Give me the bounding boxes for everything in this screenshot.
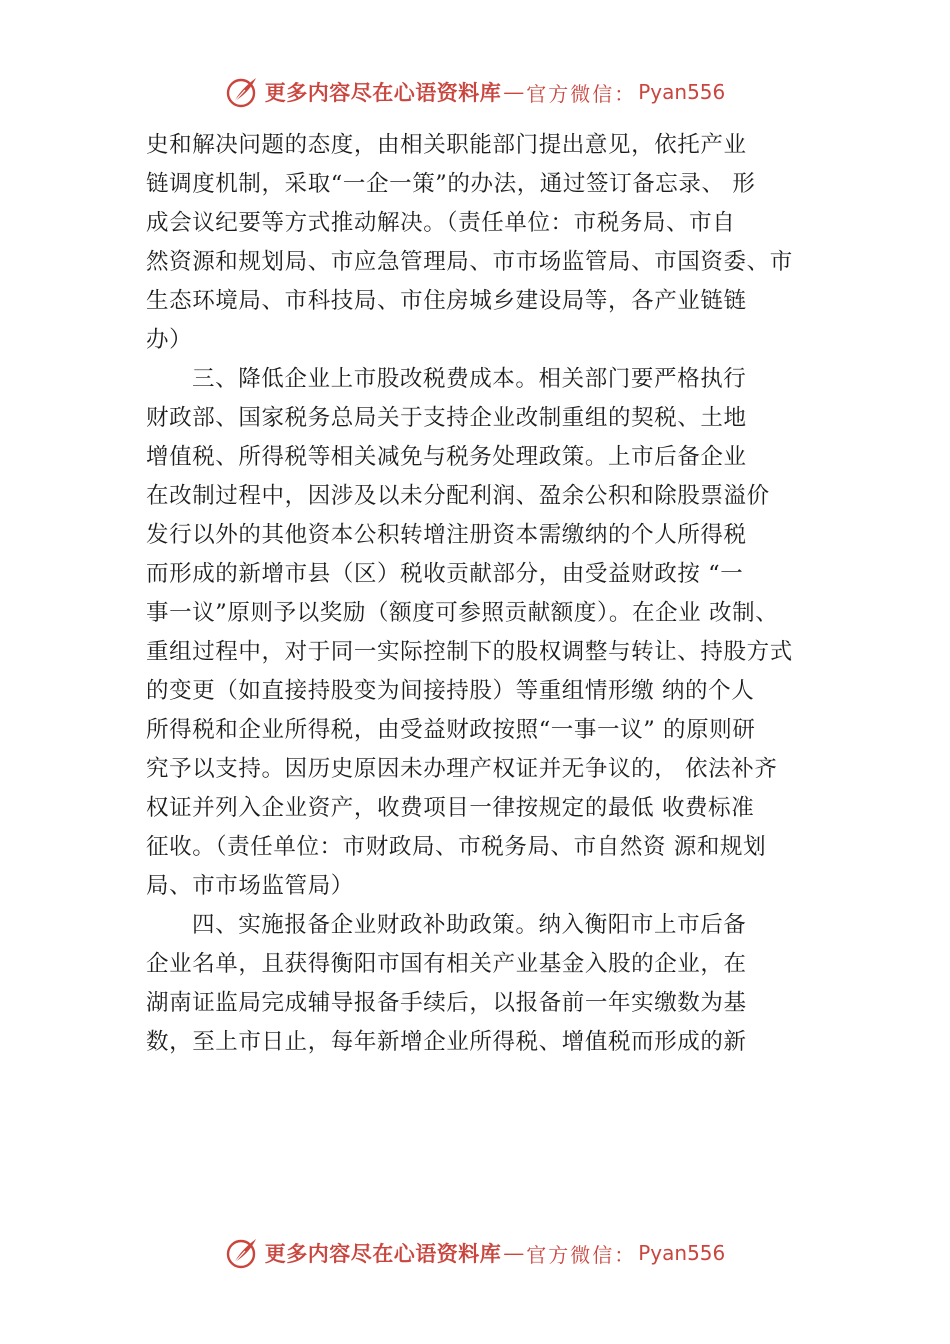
text-line: 的变更（如直接持股变为间接持股）等重组情形缴 纳的个人 xyxy=(146,678,755,704)
banner-wechat-id: Pyan556 xyxy=(638,80,726,104)
banner-separator: — xyxy=(503,80,525,104)
text-line: 发行以外的其他资本公积转增注册资本需缴纳的个人所得税 xyxy=(146,522,747,548)
text-line: 事一议”原则予以奖励（额度可参照贡献额度）。在企业 改制、 xyxy=(146,600,779,626)
text-line: 重组过程中，对于同一实际控制下的股权调整与转让、持股方式 xyxy=(146,639,793,665)
text-line: 征收。（责任单位：市财政局、市税务局、市自然资 源和规划 xyxy=(146,834,767,860)
footer-watermark xyxy=(0,1233,950,1273)
text-line: 链调度机制，采取“一企一策”的办法，通过签订备忘录、 形 xyxy=(146,171,756,197)
banner-separator: — xyxy=(503,1241,525,1265)
section-three-heading-line: 三、降低企业上市股改税费成本。相关部门要严格执行 xyxy=(192,366,747,392)
banner-wechat-id: Pyan556 xyxy=(638,1241,726,1265)
text-line: 湖南证监局完成辅导报备手续后，以报备前一年实缴数为基 xyxy=(146,990,747,1016)
text-line: 权证并列入企业资产，收费项目一律按规定的最低 收费标准 xyxy=(146,795,755,821)
text-line: 然资源和规划局、市应急管理局、市市场监管局、市国资委、市 xyxy=(146,249,793,275)
header-watermark xyxy=(0,72,950,112)
banner-wechat-label: 官方微信： xyxy=(526,81,637,106)
text-line: 在改制过程中，因涉及以未分配利润、盈余公积和除股票溢价 xyxy=(146,483,770,509)
text-line: 局、市市场监管局） xyxy=(146,873,354,899)
text-line: 而形成的新增市县（区）税收贡献部分，由受益财政按 “一 xyxy=(146,561,744,587)
text-line: 所得税和企业所得税，由受益财政按照“一事一议” 的原则研 xyxy=(146,717,756,743)
text-line: 企业名单，且获得衡阳市国有相关产业基金入股的企业，在 xyxy=(146,951,747,977)
banner-title: 更多内容尽在心语资料库 xyxy=(264,1241,502,1266)
banner-title: 更多内容尽在心语资料库 xyxy=(264,80,502,105)
text-line: 生态环境局、市科技局、市住房城乡建设局等，各产业链链 xyxy=(146,288,747,314)
quill-logo-icon xyxy=(225,1236,259,1270)
text-line: 增值税、所得税等相关减免与税务处理政策。上市后备企业 xyxy=(146,444,747,470)
text-line: 史和解决问题的态度，由相关职能部门提出意见，依托产业 xyxy=(146,132,747,158)
text-line: 办） xyxy=(146,327,193,353)
banner-wechat-label: 官方微信： xyxy=(526,1242,637,1267)
text-line: 数，至上市日止，每年新增企业所得税、增值税而形成的新 xyxy=(146,1029,747,1055)
section-four-heading-line: 四、实施报备企业财政补助政策。纳入衡阳市上市后备 xyxy=(192,912,747,938)
text-line: 成会议纪要等方式推动解决。（责任单位：市税务局、市自 xyxy=(146,210,736,236)
text-line: 究予以支持。因历史原因未办理产权证并无争议的， 依法补齐 xyxy=(146,756,778,782)
document-body xyxy=(146,126,846,1062)
quill-logo-icon xyxy=(225,75,259,109)
text-line: 财政部、国家税务总局关于支持企业改制重组的契税、土地 xyxy=(146,405,747,431)
